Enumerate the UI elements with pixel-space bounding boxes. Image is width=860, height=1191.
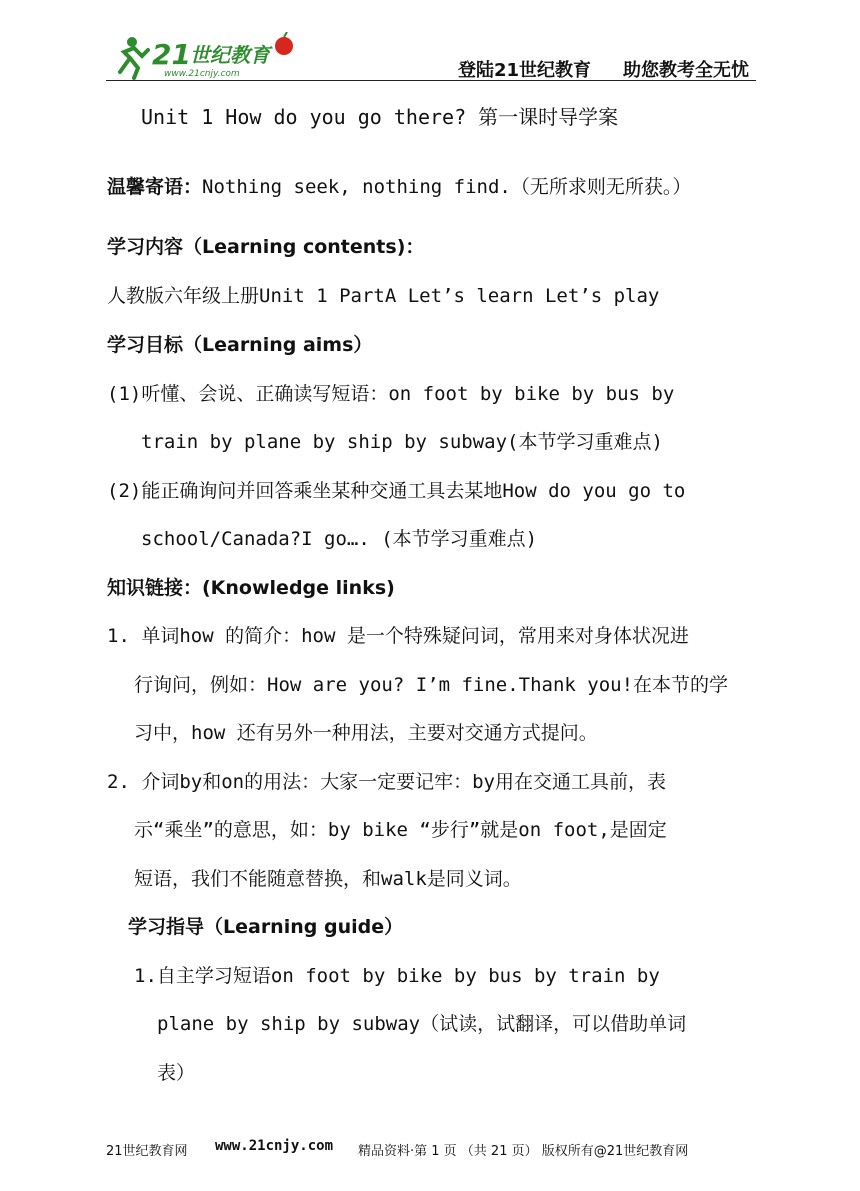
footer-url-link[interactable]: www.21cnjy.com [215, 1138, 334, 1154]
guide-1-line-1: 1.自主学习短语on foot by bike by bus by train by [134, 965, 660, 987]
header-slogan-help: 助您教考全无忧 [623, 60, 749, 81]
aim-2-line-2: school/Canada?I go…. (本节学习重难点) [141, 528, 538, 550]
contents-text: 人教版六年级上册Unit 1 PartA Let’s learn Let’s play [107, 285, 660, 307]
aims-heading: 学习目标（Learning aims） [107, 334, 373, 356]
links-heading: 知识链接：(Knowledge links) [107, 577, 395, 599]
svg-text:世纪教育: 世纪教育 [190, 43, 270, 67]
motto-line [107, 172, 691, 199]
motto-text: Nothing seek, nothing find.（无所求则无所获。） [202, 176, 692, 198]
logo-graphic [112, 32, 312, 82]
header-divider [106, 80, 756, 81]
aim-1-line-1: (1)听懂、会说、正确读写短语：on foot by bike by bus by [107, 383, 675, 405]
link-1-line-1: 1. 单词how 的简介：how 是一个特殊疑问词，常用来对身体状况进 [107, 625, 689, 647]
link-2-line-3: 短语，我们不能随意替换，和walk是同义词。 [134, 868, 522, 890]
link-2-line-1: 2. 介词by和on的用法：大家一定要记牢：by用在交通工具前，表 [107, 771, 666, 793]
guide-1-line-3: 表） [157, 1062, 196, 1084]
footer-page-info: 精品资料·第 1 页 （共 21 页） 版权所有@21世纪教育网 [358, 1144, 689, 1159]
aim-2-line-1: (2)能正确询问并回答乘坐某种交通工具去某地How do you go to [107, 480, 686, 502]
aim-1-line-2: train by plane by ship by subway(本节学习重难点) [141, 431, 663, 453]
link-1-line-2: 行询问，例如：How are you? I’m fine.Thank you!在本节的学 [134, 674, 729, 696]
link-1-line-3: 习中，how 还有另外一种用法，主要对交通方式提问。 [134, 722, 598, 744]
motto-label: 温馨寄语： [107, 176, 203, 198]
site-logo [112, 32, 312, 82]
header-slogan-login: 登陆21世纪教育 [458, 60, 592, 81]
svg-text:21: 21 [152, 38, 191, 71]
footer-site-name: 21世纪教育网 [106, 1144, 188, 1159]
page-title: Unit 1 How do you go there? 第一课时导学案 [141, 105, 619, 129]
contents-heading: 学习内容（Learning contents)： [107, 236, 425, 258]
guide-1-line-2: plane by ship by subway（试读，试翻译，可以借助单词 [157, 1013, 687, 1035]
link-2-line-2: 示“乘坐”的意思，如：by bike “步行”就是on foot,是固定 [134, 819, 667, 841]
svg-text:www.21cnjy.com: www.21cnjy.com [164, 69, 240, 79]
guide-heading: 学习指导（Learning guide） [128, 916, 404, 938]
